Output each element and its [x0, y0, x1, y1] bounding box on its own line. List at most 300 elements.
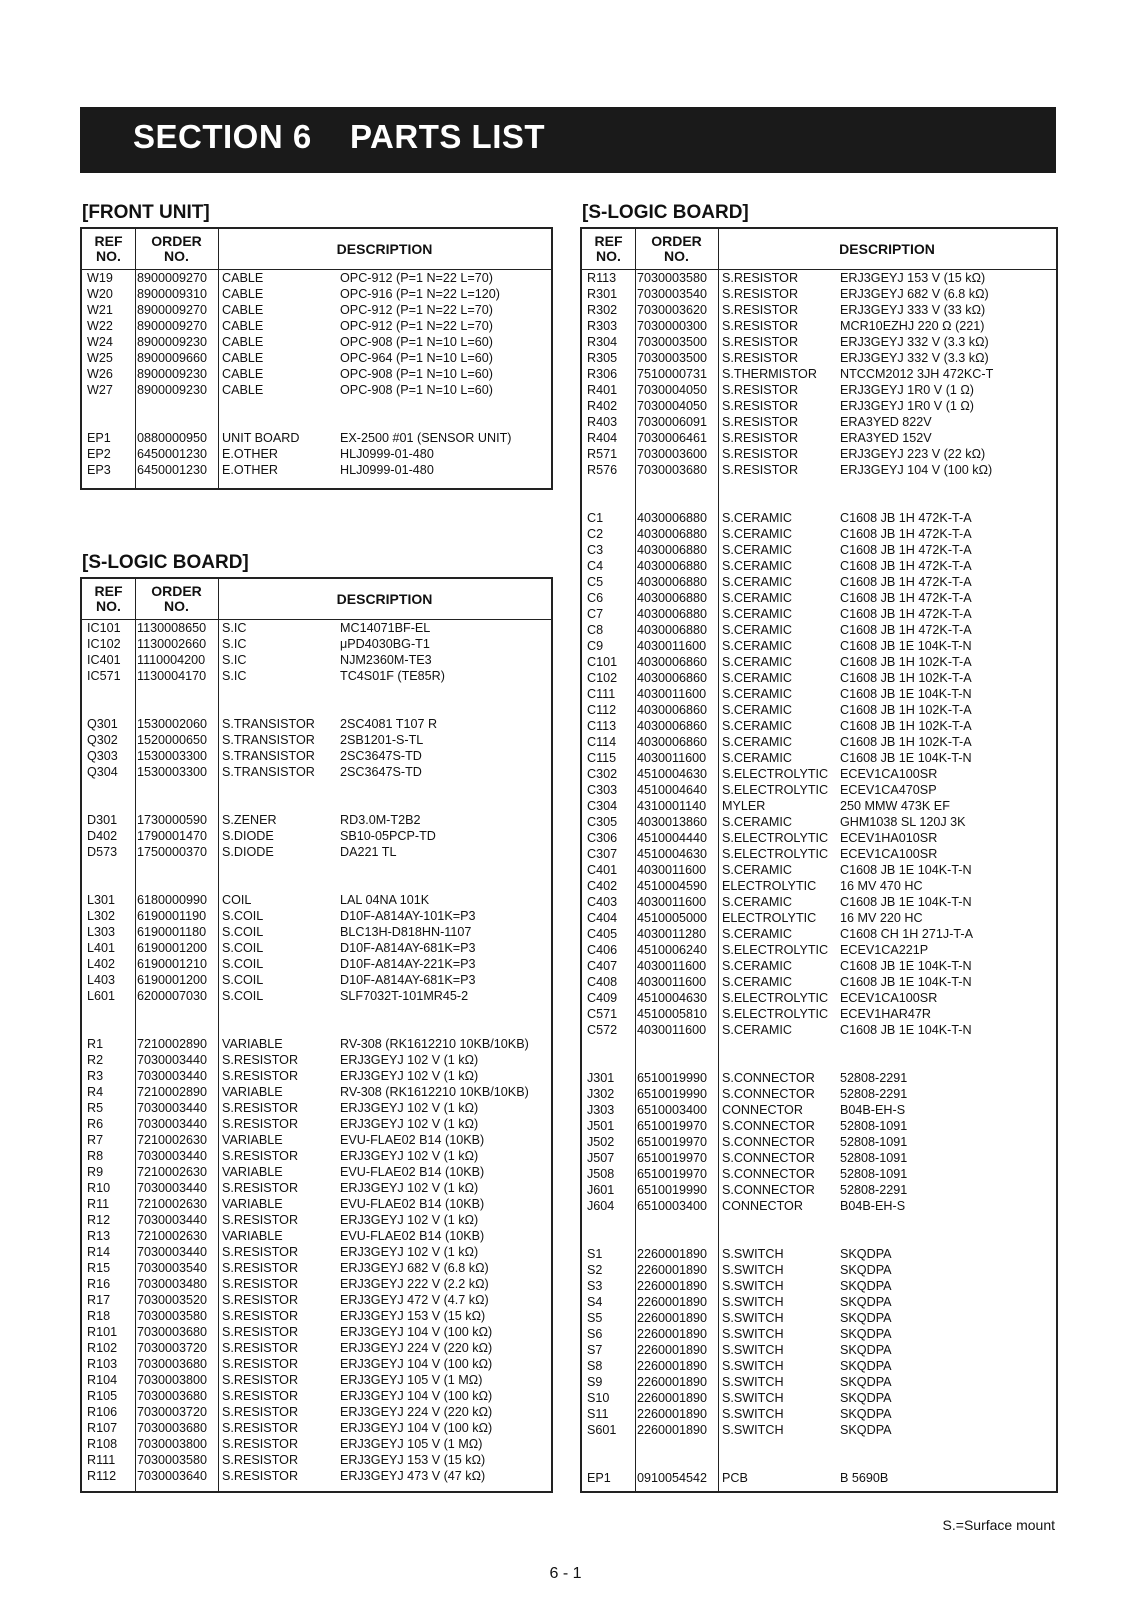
part-type: S.CONNECTOR	[722, 1119, 815, 1133]
part-model: C1608 JB 1H 472K-T-A	[840, 543, 972, 557]
table-body	[82, 620, 551, 1484]
part-model: HLJ0999-01-480	[340, 447, 434, 461]
table-row	[82, 956, 551, 972]
order-no: 1130004170	[137, 669, 207, 683]
part-type: S.IC	[222, 653, 247, 667]
order-no: 2260001890	[637, 1359, 708, 1373]
order-no: 4510004630	[637, 767, 708, 781]
table-row	[582, 1230, 1056, 1246]
section-number: SECTION 6	[133, 118, 312, 155]
part-type: CABLE	[222, 335, 264, 349]
ref-no: J502	[587, 1135, 615, 1149]
order-no: 6450001230	[137, 447, 208, 461]
table-row	[82, 1436, 551, 1452]
ref-no: C304	[587, 799, 618, 813]
part-model: ERJ3GEYJ 102 V (1 kΩ)	[340, 1213, 479, 1227]
part-model: ECEV1HA010SR	[840, 831, 938, 845]
ref-no: C407	[587, 959, 618, 973]
table-row	[582, 1310, 1056, 1326]
table-row	[582, 766, 1056, 782]
table-row	[582, 1070, 1056, 1086]
table-row	[82, 1308, 551, 1324]
ref-no: EP1	[87, 431, 111, 445]
table-row	[82, 1420, 551, 1436]
part-model: 52808-1091	[840, 1119, 908, 1133]
ref-no: R302	[587, 303, 618, 317]
table-row	[82, 620, 551, 636]
ref-no: L402	[87, 957, 116, 971]
table-row	[82, 636, 551, 652]
table-row	[82, 1452, 551, 1468]
part-type: S.RESISTOR	[222, 1405, 299, 1419]
ref-no: L302	[87, 909, 116, 923]
ref-no: R402	[587, 399, 618, 413]
order-no: 8900009230	[137, 383, 208, 397]
order-no: 4030011600	[637, 975, 707, 989]
ref-no: R108	[87, 1437, 118, 1451]
part-type: CABLE	[222, 303, 264, 317]
part-type: S.CONNECTOR	[722, 1087, 815, 1101]
table-row	[582, 1342, 1056, 1358]
ref-no: R404	[587, 431, 618, 445]
part-type: S.SWITCH	[722, 1279, 784, 1293]
order-no: 0910054542	[637, 1471, 708, 1485]
order-no: 7030006091	[637, 415, 708, 429]
ref-no: R576	[587, 463, 618, 477]
order-no: 7210002890	[137, 1037, 208, 1051]
part-model: SKQDPA	[840, 1407, 892, 1421]
part-type: S.RESISTOR	[222, 1437, 299, 1451]
part-model: 52808-2291	[840, 1183, 908, 1197]
header-ref-line: REF	[94, 233, 123, 249]
table-row	[82, 1388, 551, 1404]
ref-no: C302	[587, 767, 618, 781]
part-model: SKQDPA	[840, 1327, 892, 1341]
part-type: S.ELECTROLYTIC	[722, 1007, 829, 1021]
table-row	[82, 286, 551, 302]
header-order-line: NO.	[664, 248, 689, 264]
footnote: S.=Surface mount	[942, 1517, 1055, 1533]
order-no: 4030011600	[637, 687, 707, 701]
order-no: 4030006880	[637, 623, 708, 637]
table-row	[82, 1212, 551, 1228]
order-no: 4510004630	[637, 847, 708, 861]
order-no: 2260001890	[637, 1263, 708, 1277]
order-no: 7030003500	[637, 351, 708, 365]
part-model: 2SB1201-S-TL	[340, 733, 424, 747]
order-no: 1750000370	[137, 845, 208, 859]
part-model: C1608 JB 1H 102K-T-A	[840, 735, 972, 749]
ref-no: C102	[587, 671, 618, 685]
order-no: 4510005000	[637, 911, 708, 925]
part-type: E.OTHER	[222, 447, 278, 461]
ref-no: L401	[87, 941, 116, 955]
table-row	[82, 1340, 551, 1356]
table-row	[582, 1422, 1056, 1438]
part-model: D10F-A814AY-681K=P3	[340, 941, 476, 955]
order-no: 7030003680	[137, 1389, 208, 1403]
order-no: 4030006880	[637, 543, 708, 557]
part-model: ERJ3GEYJ 105 V (1 MΩ)	[340, 1373, 483, 1387]
part-type: S.SWITCH	[722, 1407, 784, 1421]
order-no: 4030006880	[637, 527, 708, 541]
table-row	[582, 622, 1056, 638]
table-row	[82, 318, 551, 334]
part-type: S.CERAMIC	[722, 751, 792, 765]
part-model: C1608 JB 1E 104K-T-N	[840, 687, 972, 701]
ref-no: IC401	[87, 653, 121, 667]
order-no: 4030011600	[637, 1023, 707, 1037]
ref-no: R6	[87, 1117, 104, 1131]
part-type: S.TRANSISTOR	[222, 717, 315, 731]
part-type: CABLE	[222, 271, 264, 285]
part-model: 16 MV 470 HC	[840, 879, 923, 893]
header-ref-line: NO.	[96, 598, 121, 614]
ref-no: C406	[587, 943, 618, 957]
order-no: 7030003440	[137, 1053, 208, 1067]
ref-no: L301	[87, 893, 116, 907]
table-row	[582, 1214, 1056, 1230]
part-model: ERJ3GEYJ 223 V (22 kΩ)	[840, 447, 986, 461]
ref-no: C115	[587, 751, 617, 765]
table-row	[82, 1020, 551, 1036]
ref-no: S4	[587, 1295, 603, 1309]
order-no: 4030006860	[637, 735, 708, 749]
ref-no: C114	[587, 735, 617, 749]
table-row	[582, 654, 1056, 670]
order-no: 6190001180	[137, 925, 207, 939]
order-no: 7030003440	[137, 1101, 208, 1115]
ref-no: J508	[587, 1167, 615, 1181]
part-type: S.RESISTOR	[222, 1293, 299, 1307]
part-type: S.DIODE	[222, 829, 274, 843]
order-no: 6510019990	[637, 1183, 708, 1197]
order-no: 6190001190	[137, 909, 207, 923]
order-no: 7030003680	[137, 1325, 208, 1339]
order-no: 4030011280	[637, 927, 707, 941]
table-row	[82, 732, 551, 748]
header-ref-line: NO.	[596, 248, 621, 264]
order-no: 4030006880	[637, 607, 708, 621]
order-no: 7030003800	[137, 1373, 208, 1387]
ref-no: R8	[87, 1149, 104, 1163]
header-ref-line: NO.	[96, 248, 121, 264]
part-model: RV-308 (RK1612210 10KB/10KB)	[340, 1085, 529, 1099]
ref-no: C101	[587, 655, 618, 669]
part-type: CABLE	[222, 351, 264, 365]
part-model: NJM2360M-TE3	[340, 653, 432, 667]
ref-no: Q304	[87, 765, 118, 779]
part-model: ERJ3GEYJ 102 V (1 kΩ)	[340, 1149, 479, 1163]
order-no: 4030006880	[637, 511, 708, 525]
table-row	[582, 1182, 1056, 1198]
part-model: ERJ3GEYJ 153 V (15 kΩ)	[340, 1309, 486, 1323]
table-row	[582, 990, 1056, 1006]
header-order-line: ORDER	[151, 583, 202, 599]
part-type: VARIABLE	[222, 1133, 283, 1147]
part-type: S.SWITCH	[722, 1295, 784, 1309]
ref-no: W22	[87, 319, 113, 333]
ref-no: S10	[587, 1391, 610, 1405]
part-type: S.RESISTOR	[722, 319, 799, 333]
ref-no: R18	[87, 1309, 111, 1323]
ref-no: R9	[87, 1165, 104, 1179]
order-no: 6510019990	[637, 1071, 708, 1085]
header-order	[135, 229, 218, 269]
ref-no: C401	[587, 863, 618, 877]
part-type: S.ELECTROLYTIC	[722, 767, 829, 781]
order-no: 7210002630	[137, 1133, 208, 1147]
order-no: 7030003440	[137, 1213, 208, 1227]
part-model: OPC-912 (P=1 N=22 L=70)	[340, 319, 493, 333]
part-type: S.CERAMIC	[722, 703, 792, 717]
part-type: S.SWITCH	[722, 1327, 784, 1341]
part-type: S.CERAMIC	[722, 511, 792, 525]
part-model: C1608 JB 1H 102K-T-A	[840, 719, 972, 733]
part-type: S.SWITCH	[722, 1359, 784, 1373]
part-type: S.THERMISTOR	[722, 367, 817, 381]
part-model: ERJ3GEYJ 104 V (100 kΩ)	[840, 463, 993, 477]
part-type: S.RESISTOR	[222, 1389, 299, 1403]
part-type: S.TRANSISTOR	[222, 749, 315, 763]
part-model: C1608 JB 1E 104K-T-N	[840, 639, 972, 653]
part-model: 16 MV 220 HC	[840, 911, 923, 925]
part-model: RD3.0M-T2B2	[340, 813, 421, 827]
part-model: D10F-A814AY-221K=P3	[340, 957, 476, 971]
ref-no: S7	[587, 1343, 603, 1357]
part-type: VARIABLE	[222, 1197, 283, 1211]
table-row	[582, 1246, 1056, 1262]
table-row	[582, 1198, 1056, 1214]
table-row	[582, 686, 1056, 702]
ref-no: R12	[87, 1213, 111, 1227]
table-row	[582, 1118, 1056, 1134]
table-row	[82, 876, 551, 892]
part-type: S.RESISTOR	[222, 1053, 299, 1067]
table-row	[582, 494, 1056, 510]
order-no: 4510004590	[637, 879, 708, 893]
part-type: S.COIL	[222, 973, 264, 987]
part-type: S.RESISTOR	[222, 1469, 299, 1483]
part-type: S.SWITCH	[722, 1311, 784, 1325]
table-row	[82, 1372, 551, 1388]
table-row	[82, 828, 551, 844]
table-row	[582, 574, 1056, 590]
table-row	[82, 700, 551, 716]
part-type: S.CERAMIC	[722, 543, 792, 557]
table-row	[582, 270, 1056, 286]
part-model: C1608 JB 1H 102K-T-A	[840, 655, 972, 669]
table-row	[582, 734, 1056, 750]
ref-no: S1	[587, 1247, 603, 1261]
table-row	[82, 972, 551, 988]
part-type: S.RESISTOR	[222, 1117, 299, 1131]
part-model: C1608 JB 1H 472K-T-A	[840, 591, 972, 605]
part-type: S.RESISTOR	[722, 335, 799, 349]
order-no: 2260001890	[637, 1391, 708, 1405]
header-order	[635, 229, 718, 269]
ref-no: EP1	[587, 1471, 611, 1485]
part-type: S.RESISTOR	[222, 1309, 299, 1323]
table-row	[582, 526, 1056, 542]
table-row	[582, 302, 1056, 318]
part-type: S.CERAMIC	[722, 927, 792, 941]
table-row	[82, 1100, 551, 1116]
part-model: OPC-908 (P=1 N=10 L=60)	[340, 367, 493, 381]
order-no: 7030003440	[137, 1117, 208, 1131]
part-type: S.RESISTOR	[722, 303, 799, 317]
part-model: 52808-2291	[840, 1071, 908, 1085]
order-no: 1730000590	[137, 813, 208, 827]
ref-no: R103	[87, 1357, 118, 1371]
ref-no: R571	[587, 447, 618, 461]
ref-no: L601	[87, 989, 116, 1003]
part-model: B04B-EH-S	[840, 1103, 906, 1117]
part-type: S.CONNECTOR	[722, 1135, 815, 1149]
part-type: CABLE	[222, 383, 264, 397]
order-no: 7030003720	[137, 1341, 208, 1355]
order-no: 7510000731	[637, 367, 708, 381]
order-no: 8900009230	[137, 367, 208, 381]
ref-no: C4	[587, 559, 604, 573]
part-type: S.COIL	[222, 989, 264, 1003]
table-row	[582, 1278, 1056, 1294]
part-model: OPC-912 (P=1 N=22 L=70)	[340, 303, 493, 317]
order-no: 4030006860	[637, 671, 708, 685]
order-no: 7030003600	[637, 447, 708, 461]
part-type: S.RESISTOR	[222, 1277, 299, 1291]
part-model: C1608 JB 1H 102K-T-A	[840, 703, 972, 717]
order-no: 2260001890	[637, 1247, 708, 1261]
table-row	[582, 1102, 1056, 1118]
ref-no: R104	[87, 1373, 118, 1387]
ref-no: D402	[87, 829, 118, 843]
order-no: 6510003400	[637, 1199, 708, 1213]
front-unit-title: [FRONT UNIT]	[82, 202, 210, 223]
part-type: S.CERAMIC	[722, 975, 792, 989]
order-no: 7030003720	[137, 1405, 208, 1419]
order-no: 4030011600	[637, 959, 707, 973]
part-model: D10F-A814AY-681K=P3	[340, 973, 476, 987]
order-no: 7030003540	[637, 287, 708, 301]
part-type: S.RESISTOR	[222, 1181, 299, 1195]
part-model: 250 MMW 473K EF	[840, 799, 950, 813]
order-no: 1530003300	[137, 765, 208, 779]
s-logic-right-title: [S-LOGIC BOARD]	[582, 202, 749, 223]
part-type: S.RESISTOR	[222, 1357, 299, 1371]
ref-no: C305	[587, 815, 618, 829]
table-row	[82, 382, 551, 398]
order-no: 7030004050	[637, 399, 708, 413]
part-model: ERJ3GEYJ 1R0 V (1 Ω)	[840, 383, 974, 397]
ref-no: J302	[587, 1087, 615, 1101]
table-row	[82, 780, 551, 796]
table-row	[582, 398, 1056, 414]
ref-no: R15	[87, 1261, 111, 1275]
section-title: PARTS LIST	[350, 118, 546, 155]
table-row	[582, 350, 1056, 366]
part-model: ERJ3GEYJ 222 V (2.2 kΩ)	[340, 1277, 489, 1291]
part-type: S.TRANSISTOR	[222, 765, 315, 779]
part-type: S.CERAMIC	[722, 1023, 792, 1037]
part-type: S.CONNECTOR	[722, 1167, 815, 1181]
order-no: 1530003300	[137, 749, 208, 763]
part-type: S.RESISTOR	[722, 287, 799, 301]
order-no: 7030003440	[137, 1181, 208, 1195]
table-row	[582, 1374, 1056, 1390]
part-type: S.ELECTROLYTIC	[722, 831, 829, 845]
order-no: 7210002630	[137, 1165, 208, 1179]
header-order-line: ORDER	[651, 233, 702, 249]
ref-no: S11	[587, 1407, 609, 1421]
part-type: S.CONNECTOR	[722, 1071, 815, 1085]
ref-no: C307	[587, 847, 618, 861]
order-no: 7030003640	[137, 1469, 208, 1483]
table-row	[82, 812, 551, 828]
table-row	[82, 1292, 551, 1308]
table-row	[582, 926, 1056, 942]
order-no: 7030003440	[137, 1149, 208, 1163]
ref-no: R14	[87, 1245, 111, 1259]
part-type: S.RESISTOR	[222, 1373, 299, 1387]
part-model: SLF7032T-101MR45-2	[340, 989, 469, 1003]
ref-no: W20	[87, 287, 113, 301]
table-row	[82, 1148, 551, 1164]
table-header	[582, 229, 1056, 270]
part-model: 2SC4081 T107 R	[340, 717, 438, 731]
table-row	[582, 862, 1056, 878]
table-row	[582, 638, 1056, 654]
part-model: 52808-1091	[840, 1135, 908, 1149]
order-no: 2260001890	[637, 1327, 708, 1341]
part-type: S.RESISTOR	[222, 1069, 299, 1083]
part-model: EX-2500 #01 (SENSOR UNIT)	[340, 431, 512, 445]
header-desc: DESCRIPTION	[336, 240, 433, 257]
part-model: EVU-FLAE02 B14 (10KB)	[340, 1229, 485, 1243]
part-model: OPC-912 (P=1 N=22 L=70)	[340, 271, 493, 285]
ref-no: S601	[587, 1423, 617, 1437]
ref-no: C408	[587, 975, 618, 989]
part-model: ERJ3GEYJ 332 V (3.3 kΩ)	[840, 351, 989, 365]
order-no: 4030006880	[637, 575, 708, 589]
table-row	[82, 764, 551, 780]
table-row	[582, 1326, 1056, 1342]
table-row	[582, 1390, 1056, 1406]
table-row	[82, 414, 551, 430]
table-row	[82, 1196, 551, 1212]
table-row	[82, 924, 551, 940]
table-body	[82, 270, 551, 478]
table-row	[82, 908, 551, 924]
table-row	[582, 1054, 1056, 1070]
table-row	[82, 1164, 551, 1180]
ref-no: S8	[587, 1359, 603, 1373]
order-no: 7030003440	[137, 1245, 208, 1259]
part-type: S.RESISTOR	[722, 351, 799, 365]
ref-no: C6	[587, 591, 604, 605]
part-type: S.RESISTOR	[222, 1213, 299, 1227]
order-no: 4030006880	[637, 591, 708, 605]
part-type: S.CERAMIC	[722, 623, 792, 637]
part-model: C1608 JB 1H 472K-T-A	[840, 607, 972, 621]
ref-no: C409	[587, 991, 618, 1005]
order-no: 2260001890	[637, 1423, 708, 1437]
ref-no: R2	[87, 1053, 104, 1067]
order-no: 4030006860	[637, 719, 708, 733]
part-model: ERJ3GEYJ 332 V (3.3 kΩ)	[840, 335, 989, 349]
table-header	[82, 229, 551, 270]
ref-no: Q301	[87, 717, 118, 731]
